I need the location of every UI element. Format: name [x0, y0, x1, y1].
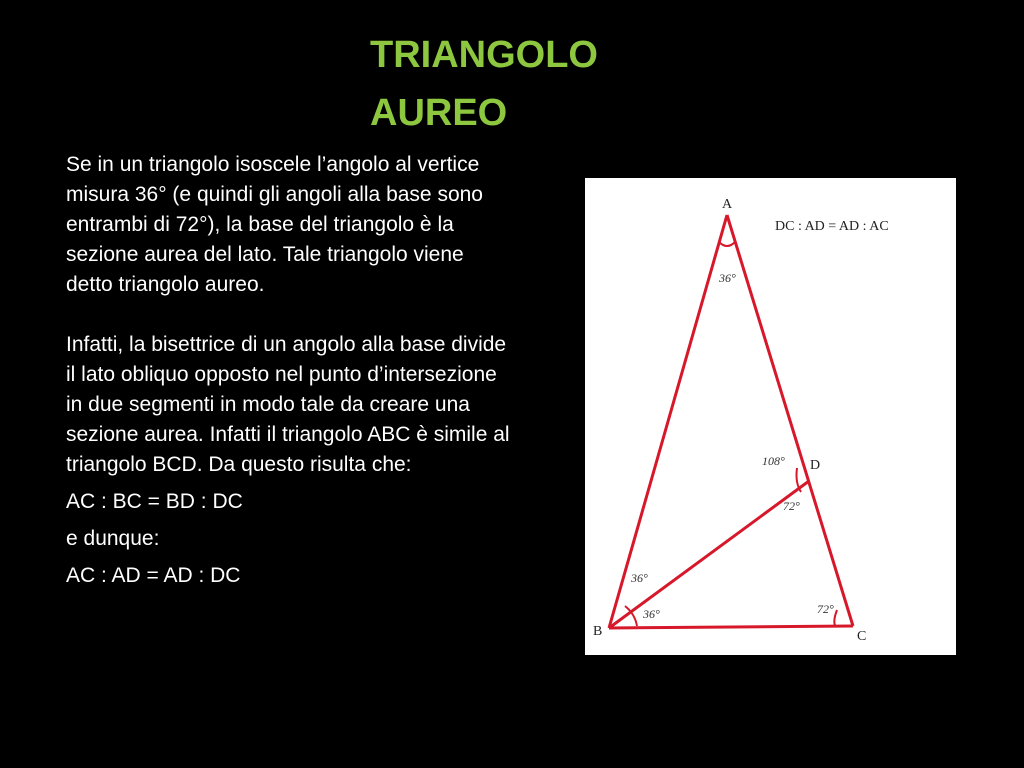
side-ab: [609, 215, 727, 628]
side-bc: [609, 626, 853, 628]
angle-label-d: 108°: [762, 454, 785, 468]
angle-label-a: 36°: [719, 271, 736, 285]
vertex-label-d: D: [810, 458, 821, 473]
side-ac: [727, 215, 853, 626]
bisector-bd: [609, 481, 809, 628]
angle-label-b-lower: 36°: [643, 607, 660, 621]
slide-title-line-2: AUREO: [370, 92, 508, 134]
vertex-label-a: A: [722, 197, 733, 212]
vertex-label-b: B: [593, 624, 603, 639]
proportion-2: AC : AD = AD : DC: [66, 564, 241, 587]
angle-label-c: 72°: [817, 602, 834, 616]
proportion-formula: DC : AD = AD : AC: [775, 219, 889, 234]
angle-label-d-lower: 72°: [783, 499, 800, 513]
vertex-label-c: C: [857, 629, 867, 644]
angle-arc-a: [719, 242, 735, 246]
connector-text: e dunque:: [66, 527, 160, 550]
angle-label-b-upper: 36°: [631, 571, 648, 585]
slide-title: [370, 26, 770, 142]
angle-arc-c: [834, 610, 837, 626]
proportion-1: AC : BC = BD : DC: [66, 490, 243, 513]
golden-triangle-figure: [585, 178, 956, 655]
paragraph-definition: Se in un triangolo isoscele l’angolo al vertice misura 36° (e quindi gli angoli alla base sono entrambi di 72°), la base del triangolo è la sezione aurea del lato. Tale triangolo viene detto triangolo aureo.: [66, 153, 483, 296]
paragraph-bisector: Infatti, la bisettrice di un angolo alla base divide il lato obliquo opposto nel punto d’intersezione in due segmenti in modo tale da creare una sezione aurea. Infatti il triangolo ABC è simile al triangolo BCD. Da questo risulta che:: [66, 333, 510, 476]
slide-body: [66, 150, 516, 598]
golden-triangle-diagram: [585, 178, 956, 655]
slide-title-line-1: TRIANGOLO: [370, 34, 598, 76]
